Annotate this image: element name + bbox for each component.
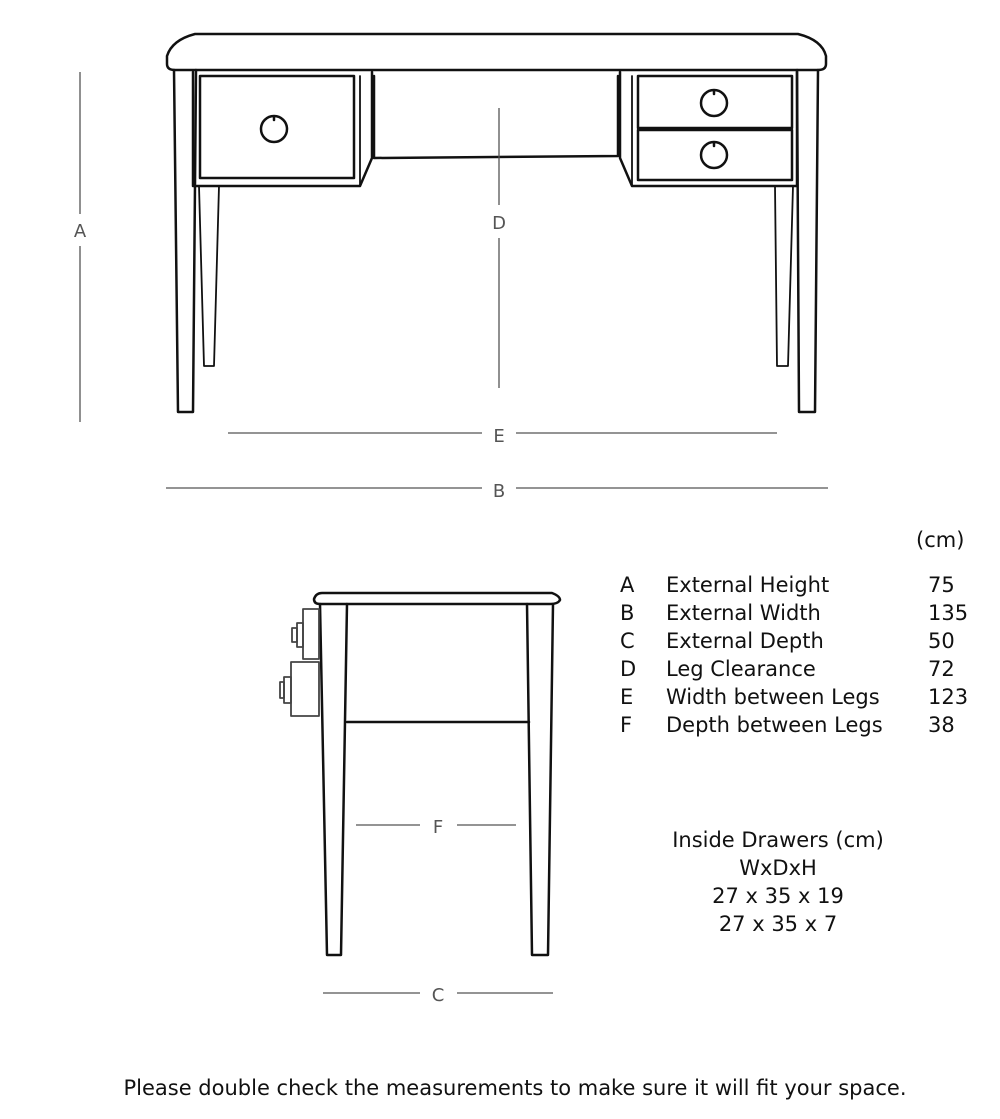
dim-label-b: B (492, 481, 506, 502)
side-back-leg (527, 604, 553, 955)
side-tabletop (314, 593, 560, 604)
dimension-lines-side (323, 825, 553, 993)
desk-front-right-leg (797, 70, 818, 412)
spec-key: C (620, 629, 635, 653)
spec-key: B (620, 601, 635, 625)
right-bottom-drawer (638, 130, 792, 180)
spec-value: 72 (928, 657, 955, 681)
side-knob-profiles (280, 609, 319, 716)
inside-drawers-title: Inside Drawers (cm) (672, 828, 884, 852)
left-drawer (200, 76, 354, 178)
dim-label-a: A (73, 221, 87, 242)
spec-value: 135 (928, 601, 969, 625)
spec-value: 38 (928, 713, 955, 737)
spec-value: 50 (928, 629, 955, 653)
spec-value: 123 (928, 685, 969, 709)
dimension-spec-table (620, 571, 968, 739)
spec-key: F (620, 713, 633, 737)
desk-tabletop (167, 34, 826, 70)
spec-key: A (620, 573, 635, 597)
inside-drawer-size: 27 x 35 x 7 (718, 912, 838, 936)
spec-row (620, 627, 968, 655)
desk-back-left-leg (199, 186, 219, 366)
spec-key: D (620, 657, 637, 681)
unit-label: (cm) (916, 528, 965, 552)
spec-name: Depth between Legs (666, 713, 883, 737)
knee-panel (374, 76, 618, 158)
dim-label-f: F (432, 817, 444, 838)
spec-name: Width between Legs (666, 685, 880, 709)
spec-row (620, 655, 968, 683)
spec-row (620, 571, 968, 599)
spec-row (620, 711, 968, 739)
dim-label-d: D (492, 213, 506, 234)
inside-drawers-block (640, 826, 916, 938)
left-pedestal (193, 72, 372, 186)
inside-drawers-format: WxDxH (739, 856, 817, 880)
spec-value: 75 (928, 573, 955, 597)
desk-back-right-leg (775, 186, 793, 366)
spec-name: External Width (666, 601, 821, 625)
right-top-drawer (638, 76, 792, 128)
spec-row (620, 599, 968, 627)
spec-key: E (620, 685, 634, 709)
desk-side-view (280, 593, 560, 955)
spec-name: Leg Clearance (666, 657, 816, 681)
spec-name: External Depth (666, 629, 824, 653)
spec-row (620, 683, 968, 711)
spec-name: External Height (666, 573, 830, 597)
footer-note: Please double check the measurements to make sure it will fit your space. (123, 1076, 907, 1100)
inside-drawer-size: 27 x 35 x 19 (712, 884, 844, 908)
side-front-leg (320, 604, 347, 955)
dim-label-c: C (431, 985, 445, 1006)
dim-label-e: E (493, 426, 505, 447)
